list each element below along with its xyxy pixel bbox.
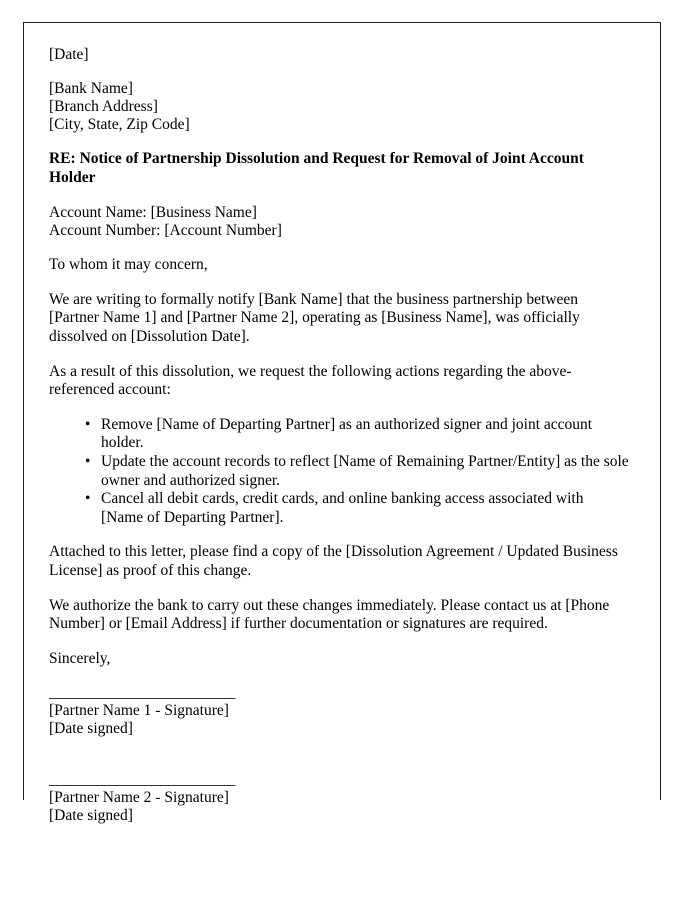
recipient-bank-name: [Bank Name] xyxy=(49,80,133,97)
signature-spacer xyxy=(49,752,629,771)
signature-date-label: [Date signed] xyxy=(49,719,133,737)
signature-block-partner-1 xyxy=(49,684,629,738)
subject-heading: RE: Notice of Partnership Dissolution and Request for Removal of Joint Account Holder xyxy=(49,150,584,186)
account-details-block xyxy=(49,204,629,240)
account-name-line: Account Name: [Business Name] xyxy=(49,204,257,222)
account-number-line: Account Number: [Account Number] xyxy=(49,222,282,240)
closing-spacer xyxy=(49,668,629,684)
signature-date-label: [Date signed] xyxy=(49,806,133,824)
date-line: [Date] xyxy=(49,46,89,63)
paragraph-attachment: Attached to this letter, please find a copy of the [Dissolution Agreement / Updated Business License] as proof of this change. xyxy=(49,543,618,579)
signature-name-label: [Partner Name 2 - Signature] xyxy=(49,788,229,806)
requested-actions-list xyxy=(49,416,629,528)
paragraph-notify: We are writing to formally notify [Bank Name] that the business partnership between [Partner Name 1] and [Partner Name 2], operating as [Business Name], was officially dissolved on [Dissolution Date]. xyxy=(49,290,580,345)
paragraph-authorization: We authorize the bank to carry out these changes immediately. Please contact us at [Phone Number] or [Email Address] if further documentation or signatures are required. xyxy=(49,596,610,633)
signature-block-partner-2 xyxy=(49,771,629,825)
list-item: • Remove [Name of Departing Partner] as an authorized signer and joint account holder. xyxy=(89,416,629,453)
date-block xyxy=(49,46,629,64)
recipient-branch-address: [Branch Address] xyxy=(49,98,158,115)
signature-name-label: [Partner Name 1 - Signature] xyxy=(49,701,229,719)
letter-page xyxy=(23,22,661,824)
list-item: • Update the account records to reflect [Name of Remaining Partner/Entity] as the sole owner and authorized signer. xyxy=(89,453,629,490)
recipient-city-state-zip: [City, State, Zip Code] xyxy=(49,116,190,133)
paragraph-request-intro: As a result of this dissolution, we request the following actions regarding the above-referenced account: xyxy=(49,362,572,399)
letter-body xyxy=(49,46,629,839)
signature-rule: _________________________ xyxy=(49,683,236,701)
list-item: • Cancel all debit cards, credit cards, and online banking access associated with [Name of Departing Partner]. xyxy=(89,490,629,527)
salutation: To whom it may concern, xyxy=(49,256,208,274)
signature-rule: _________________________ xyxy=(49,770,236,788)
recipient-address-block xyxy=(49,80,629,134)
closing-line: Sincerely, xyxy=(49,649,111,667)
